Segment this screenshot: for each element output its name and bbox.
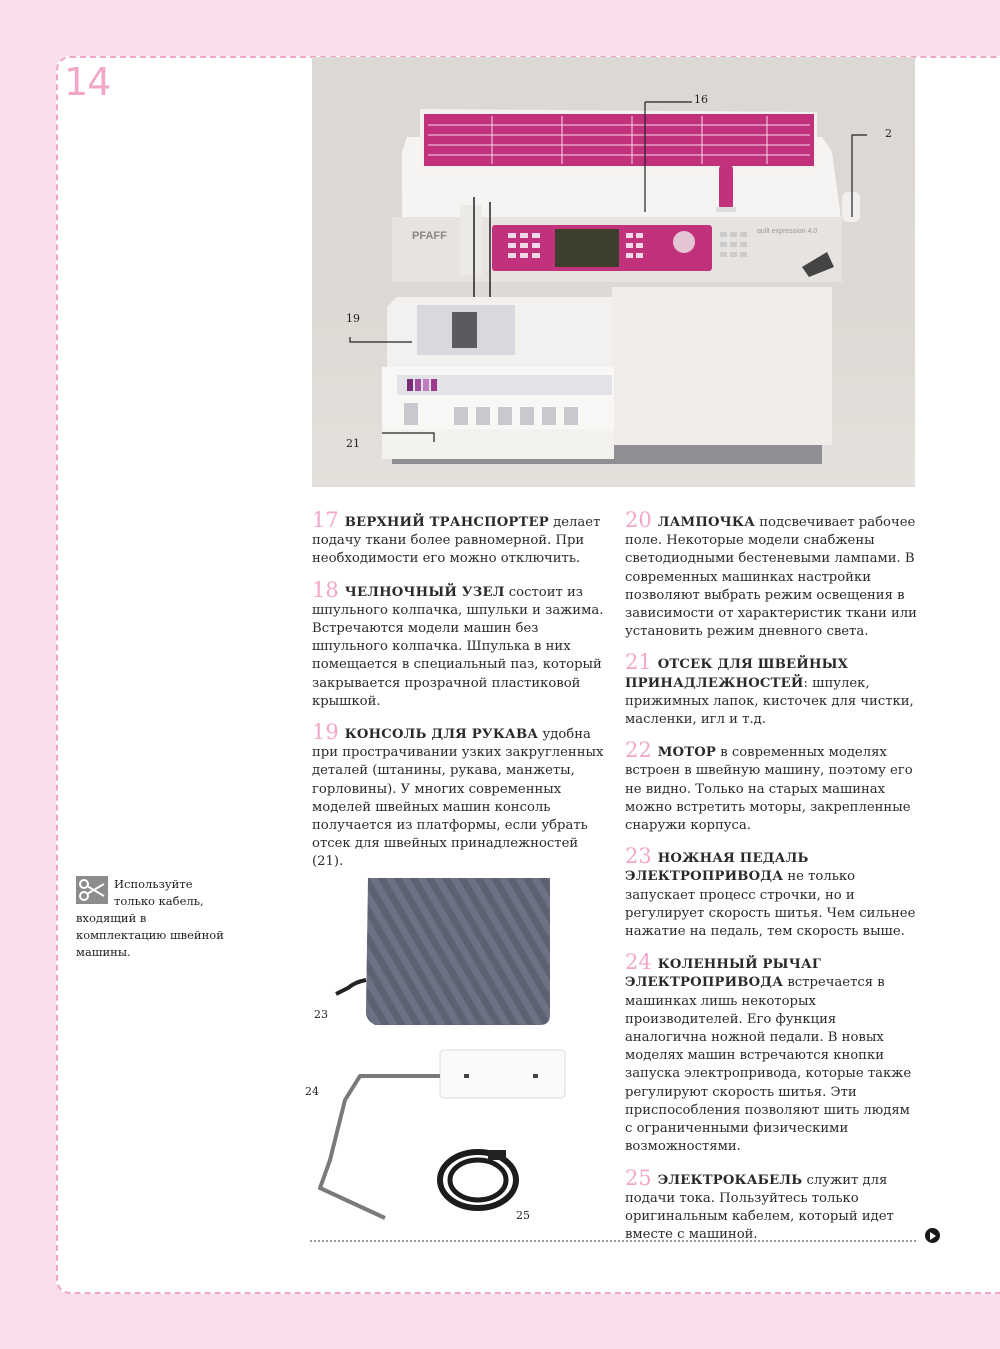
needle-bar-housing [460,205,482,275]
callout-2: 2 [885,127,892,140]
model-label: quilt expression 4.0 [757,228,818,235]
foot-pedal-cable [336,980,366,994]
footer-divider [310,1240,916,1244]
knee-lever-rod [320,1076,440,1218]
brand-label: PFAFF [412,230,447,242]
thread-spool [719,165,733,210]
hand-wheel [842,192,860,222]
sidebar-tip [76,876,236,961]
item-number: 23 [625,844,652,869]
item-21 [625,650,917,729]
item-18 [312,577,604,711]
item-heading: ЭЛЕКТРОКАБЕЛЬ [657,1172,803,1188]
item-heading: КОНСОЛЬ ДЛЯ РУКАВА [344,727,539,743]
knee-lever-screw [464,1074,469,1078]
item-text: служит для подачи тока. Пользуйтесь только оригинальным кабелем, который идет вместе с машиной. [625,1172,894,1243]
right-column [625,508,917,1256]
item-number: 17 [312,508,339,532]
presser-foot [452,312,477,348]
item-text: подсвечивает рабочее поле. Некоторые модели снабжены светодиодными бестеневыми лампами. В современных машинках настройки позволяют выбрать режим освещения в зависимости от характеристик ткани или установить режим дневного света. [625,515,917,640]
item-text: делает подачу ткани более равномерной. При необходимости его можно отключить. [312,515,601,567]
label-25: 25 [516,1209,530,1222]
machine-right-block [612,287,832,445]
label-24: 24 [305,1085,319,1098]
item-number: 25 [625,1165,652,1190]
left-column [312,508,604,884]
item-text: удобна при прострачивании узких закругленных деталей (штанины, рукава, манжеты, горловины). У многих современных моделей швейных машин консоль получается из платформы, если убрать отсек для швейных принадлежностей (21). [312,727,604,870]
item-19 [312,720,604,872]
callout-16: 16 [694,93,708,106]
item-heading: ЛАМПОЧКА [657,515,756,530]
item-number: 21 [625,650,652,675]
item-25 [625,1165,917,1245]
item-17 [312,508,604,569]
item-22 [625,738,917,835]
item-text: не только запускает процесс строчки, но и регулирует скорость шитья. Чем сильнее нажатие на педаль, тем скорость выше. [625,869,916,940]
knee-lever-block [440,1050,565,1098]
right-keypad [720,232,747,257]
power-cable-coil-inner [450,1160,506,1200]
callout-21: 21 [346,437,360,450]
knee-lever-screw-2 [533,1074,538,1078]
lcd-display [555,229,619,267]
item-heading: ОТСЕК ДЛЯ ШВЕЙНЫХ ПРИНАДЛЕЖНОСТЕЙ [625,657,849,691]
next-page-button[interactable] [925,1228,940,1243]
spool-cap [716,207,736,212]
item-heading: МОТОР [657,745,717,761]
item-number: 22 [625,738,652,763]
sewing-machine-illustration [312,57,915,487]
item-number: 19 [312,720,339,745]
item-23 [625,844,917,941]
page-number: 14 [64,60,111,104]
stitch-chart [424,114,814,166]
item-heading: НОЖНАЯ ПЕДАЛЬ ЭЛЕКТРОПРИВОДА [625,851,809,885]
item-heading: ЧЕЛНОЧНЫЙ УЗЕЛ [344,584,505,600]
navigation-wheel [673,231,695,253]
item-24 [625,950,917,1156]
accessories-illustration [300,870,580,1230]
tip-text: Используйте только кабель, входящий в комплектацию швейной машины. [76,877,224,959]
scissors-icon [76,876,108,904]
foot-pedal [366,878,550,1025]
accessory-tray-top [397,375,612,395]
power-cable-plug [488,1150,506,1160]
item-text: в современных моделях встроен в швейную машину, поэтому его не видно. Только на старых машинах можно встретить моторы, закрепленные снаружи корпуса. [625,745,913,834]
callout-19: 19 [346,312,360,325]
item-heading: КОЛЕННЫЙ РЫЧАГ ЭЛЕКТРОПРИВОДА [625,957,822,991]
item-heading: ВЕРХНИЙ ТРАНСПОРТЕР [344,515,549,530]
item-text: : шпулек, прижимных лапок, кисточек для чистки, масленки, игл и т.д. [625,675,914,728]
sewing-machine-photo [312,57,915,487]
item-number: 20 [625,508,652,532]
label-23: 23 [314,1008,328,1021]
item-20 [625,508,917,641]
item-number: 18 [312,577,339,602]
item-text: встречается в машинках лишь некоторых производителей. Его функция аналогична ножной педали. В новых моделях машин встречаются кнопки запуска электропривода, которые также регулируют скорость шитья. Эти приспособления позволяют шить людям с ограниченными физическими возможностями. [625,975,912,1155]
item-number: 24 [625,950,652,975]
item-text: состоит из шпульного колпачка, шпульки и зажима. Встречаются модели машин без шпульного колпачка. Шпулька в них помещается в специальный паз, который закрывается прозрачной пластиковой крышкой. [312,584,604,709]
